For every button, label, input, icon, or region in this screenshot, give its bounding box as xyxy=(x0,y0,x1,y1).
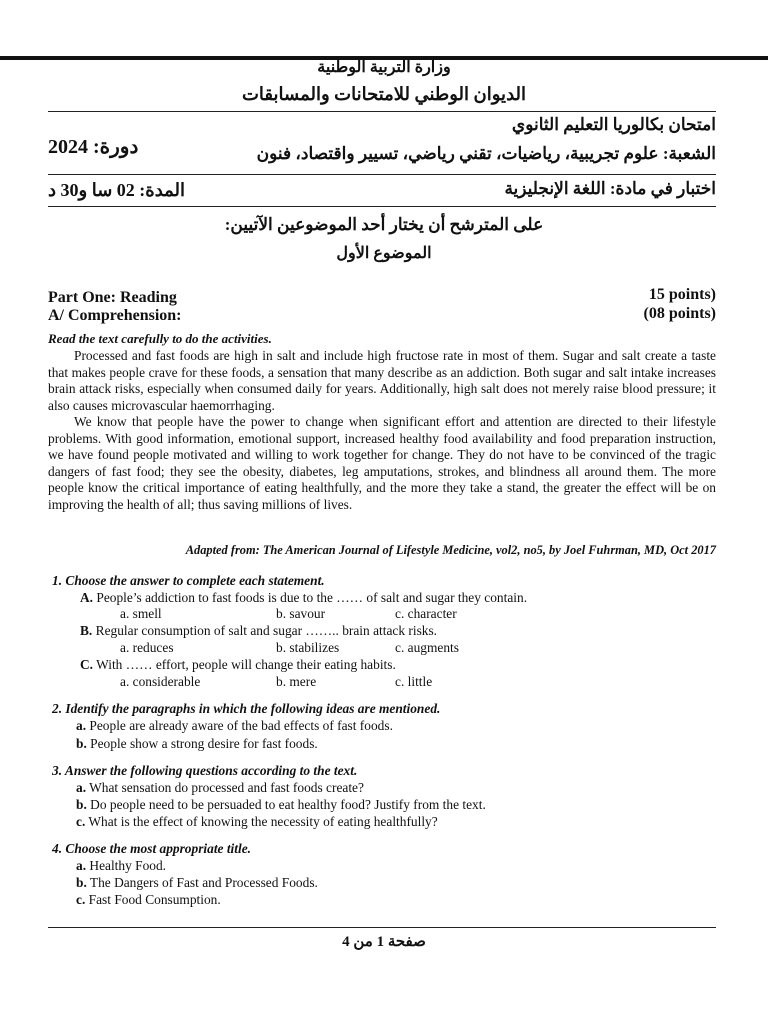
q3-text: Do people need to be persuaded to eat healthy food? Justify from the text. xyxy=(90,797,486,812)
q2-letter: a. xyxy=(76,718,87,733)
page-number: صفحة 1 من 4 xyxy=(342,934,426,950)
section-title: A/ Comprehension: xyxy=(48,307,182,324)
footer-divider xyxy=(48,927,716,928)
q1-statement-b xyxy=(80,623,437,639)
q1-stem: With …… effort, people will change their eating habits. xyxy=(96,657,396,672)
q4-letter: c. xyxy=(76,892,86,907)
q1-option: c. augments xyxy=(395,640,459,655)
paragraph-2-text: We know that people have the power to change when significant effort and attention are directed to their lifestyle problems. With good information, emotional support, increased healthy food availability and food preparation instruction, we have found people motivated and willing to work together for change. They do not have to be convinced of the tragic dangers of fast food; they see the obesity, diabetes, leg amputations, strokes, and blindness all around them. The more people know the critical importance of eating healthfully, and the more they take a stand, the greater the effect will be on improving the health of all; thus saving millions of lives. xyxy=(48,414,716,512)
question-3-title: 3. Answer the following questions according to the text. xyxy=(52,763,358,778)
q1-option: b. savour xyxy=(276,606,326,621)
q1-option: b. stabilizes xyxy=(276,640,340,655)
q2-item xyxy=(76,736,318,752)
q1-option: b. mere xyxy=(276,674,317,689)
q1-letter: A. xyxy=(80,590,94,605)
q3-letter: a. xyxy=(76,780,87,795)
candidate-instruction: على المترشح أن يختار أحد الموضوعين الآتيين: xyxy=(224,215,544,234)
q1-statement-a xyxy=(80,590,527,606)
q1-letter: B. xyxy=(80,623,93,638)
q4-item xyxy=(76,892,221,908)
part-title: Part One: Reading xyxy=(48,289,177,306)
question-1-title: 1. Choose the answer to complete each statement. xyxy=(52,573,325,588)
question-4-title: 4. Choose the most appropriate title. xyxy=(52,841,252,856)
exam-office-title: الديوان الوطني للامتحانات والمسابقات xyxy=(241,84,527,104)
text-paragraph-1 xyxy=(48,348,716,414)
q2-letter: b. xyxy=(76,736,87,751)
q3-letter: b. xyxy=(76,797,87,812)
q2-item xyxy=(76,718,393,734)
q3-text: What sensation do processed and fast foods create? xyxy=(89,780,364,795)
exam-streams: الشعبة: علوم تجريبية، رياضيات، تقني رياضي، تسيير واقتصاد، فنون xyxy=(256,144,716,163)
q1-option: a. smell xyxy=(120,606,162,621)
q2-text: People are already aware of the bad effects of fast foods. xyxy=(89,718,393,733)
header-divider xyxy=(48,111,716,112)
q2-text: People show a strong desire for fast foods. xyxy=(90,736,318,751)
q4-text: Healthy Food. xyxy=(89,858,167,873)
q3-item xyxy=(76,797,486,813)
ministry-title: وزارة التربية الوطنية xyxy=(317,59,451,76)
text-paragraph-2 xyxy=(48,414,716,514)
q4-letter: b. xyxy=(76,875,87,890)
header-divider xyxy=(48,174,716,175)
exam-name: امتحان بكالوريا التعليم الثانوي xyxy=(511,115,716,134)
header-divider xyxy=(48,206,716,207)
exam-session: دورة: 2024 xyxy=(48,136,139,158)
q1-stem: Regular consumption of salt and sugar …….. brain attack risks. xyxy=(95,623,438,638)
reading-instruction: Read the text carefully to do the activities. xyxy=(48,331,272,346)
q3-text: What is the effect of knowing the necessity of eating healthfully? xyxy=(88,814,438,829)
q4-item xyxy=(76,858,166,874)
q1-option: a. reduces xyxy=(120,640,174,655)
q4-text: Fast Food Consumption. xyxy=(88,892,221,907)
part-points: 15 points) xyxy=(648,286,716,303)
q1-letter: C. xyxy=(80,657,94,672)
question-2-title: 2. Identify the paragraphs in which the following ideas are mentioned. xyxy=(52,701,441,716)
q3-letter: c. xyxy=(76,814,86,829)
q1-stem: People’s addiction to fast foods is due to the …… of salt and sugar they contain. xyxy=(96,590,528,605)
q3-item xyxy=(76,780,364,796)
exam-subject: اختبار في مادة: اللغة الإنجليزية xyxy=(504,179,716,198)
q1-option: c. little xyxy=(395,674,433,689)
q3-item xyxy=(76,814,438,830)
q1-option: c. character xyxy=(395,606,457,621)
q1-statement-c xyxy=(80,657,396,673)
q4-text: The Dangers of Fast and Processed Foods. xyxy=(89,875,318,890)
section-points: (08 points) xyxy=(643,305,716,322)
subject-title: الموضوع الأول xyxy=(336,245,432,262)
paragraph-1-text: Processed and fast foods are high in salt and include high fructose rate in most of them. Sugar and salt create a taste that makes people crave for these foods, a sensation that many describe as an addiction. Both sugar and salt intake increases brain attack risks, especially when consumed daily for years. Additionally, high salt does not merely raise blood pressure; it also causes microvascular haemorrhaging. xyxy=(48,348,716,413)
q4-letter: a. xyxy=(76,858,87,873)
exam-duration: المدة: 02 سا و30 د xyxy=(48,180,186,200)
text-source: Adapted from: The American Journal of Lifestyle Medicine, vol2, no5, by Joel Fuhrman, MD, Oct 2017 xyxy=(185,543,716,557)
q4-item xyxy=(76,875,318,891)
q1-option: a. considerable xyxy=(120,674,201,689)
